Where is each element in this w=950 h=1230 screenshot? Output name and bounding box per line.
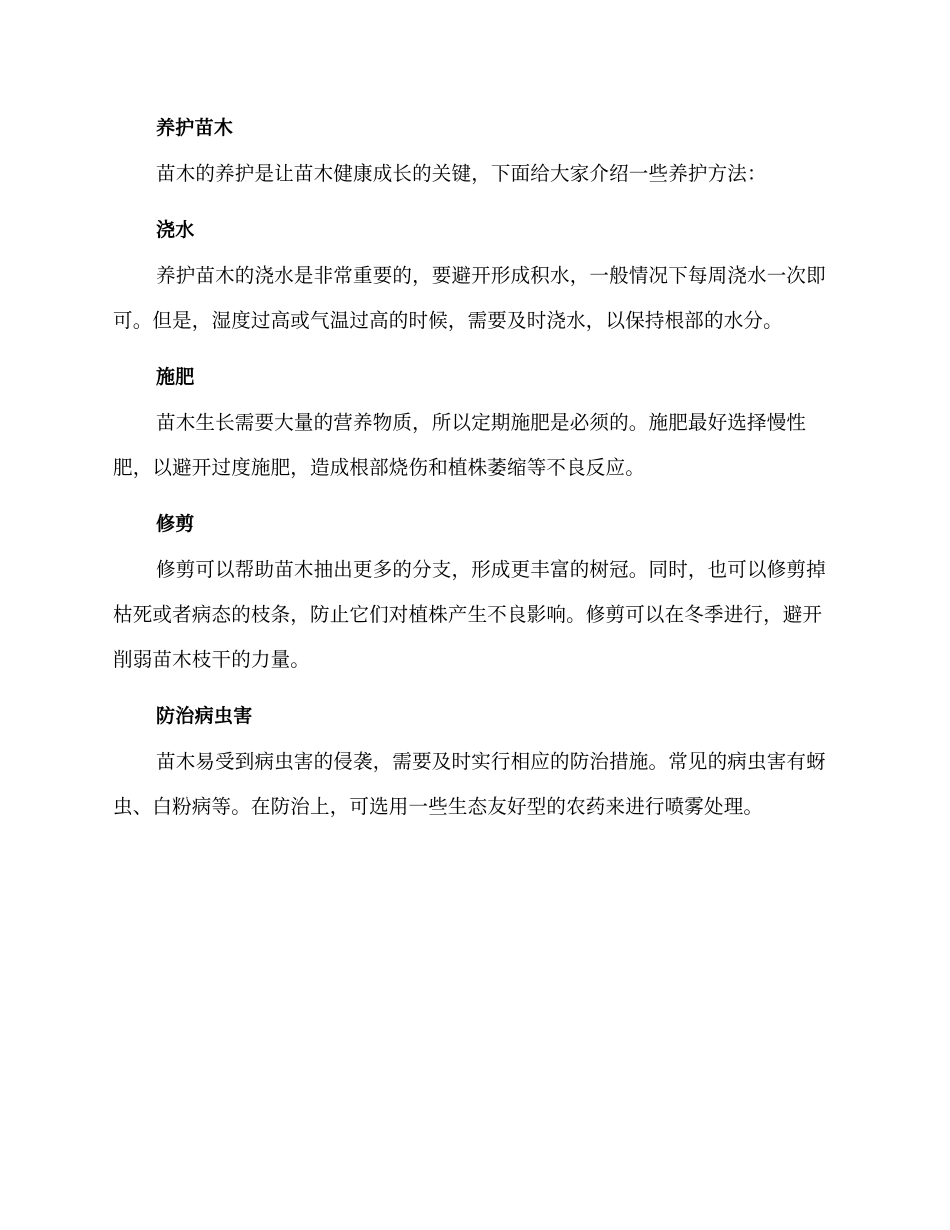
section-text-watering: 养护苗木的浇水是非常重要的，要避开形成积水，一般情况下每周浇水一次即可。但是，湿度过高或气温过高的时候，需要及时浇水，以保持根部的水分。 xyxy=(113,264,826,332)
section-text-fertilizing: 苗木生长需要大量的营养物质，所以定期施肥是必须的。施肥最好选择慢性肥，以避开过度施肥，造成根部烧伤和植株萎缩等不良反应。 xyxy=(113,411,807,479)
section-heading-pest-control: 防治病虫害 xyxy=(156,705,253,727)
section-text-pest-control: 苗木易受到病虫害的侵袭，需要及时实行相应的防治措施。常见的病虫害有蚜虫、白粉病等。在防治上，可选用一些生态友好型的农药来进行喷雾处理。 xyxy=(113,750,826,818)
document-title: 养护苗木 xyxy=(156,117,234,139)
document-body xyxy=(113,106,833,841)
intro-paragraph: 苗木的养护是让苗木健康成长的关键，下面给大家介绍一些养护方法： xyxy=(156,162,767,185)
section-heading-fertilizing: 施肥 xyxy=(156,366,195,388)
section-text-pruning: 修剪可以帮助苗木抽出更多的分支，形成更丰富的树冠。同时，也可以修剪掉枯死或者病态的枝条，防止它们对植株产生不良影响。修剪可以在冬季进行，避开削弱苗木枝干的力量。 xyxy=(113,558,826,671)
section-heading-pruning: 修剪 xyxy=(156,513,195,535)
section-heading-watering: 浇水 xyxy=(156,219,195,241)
